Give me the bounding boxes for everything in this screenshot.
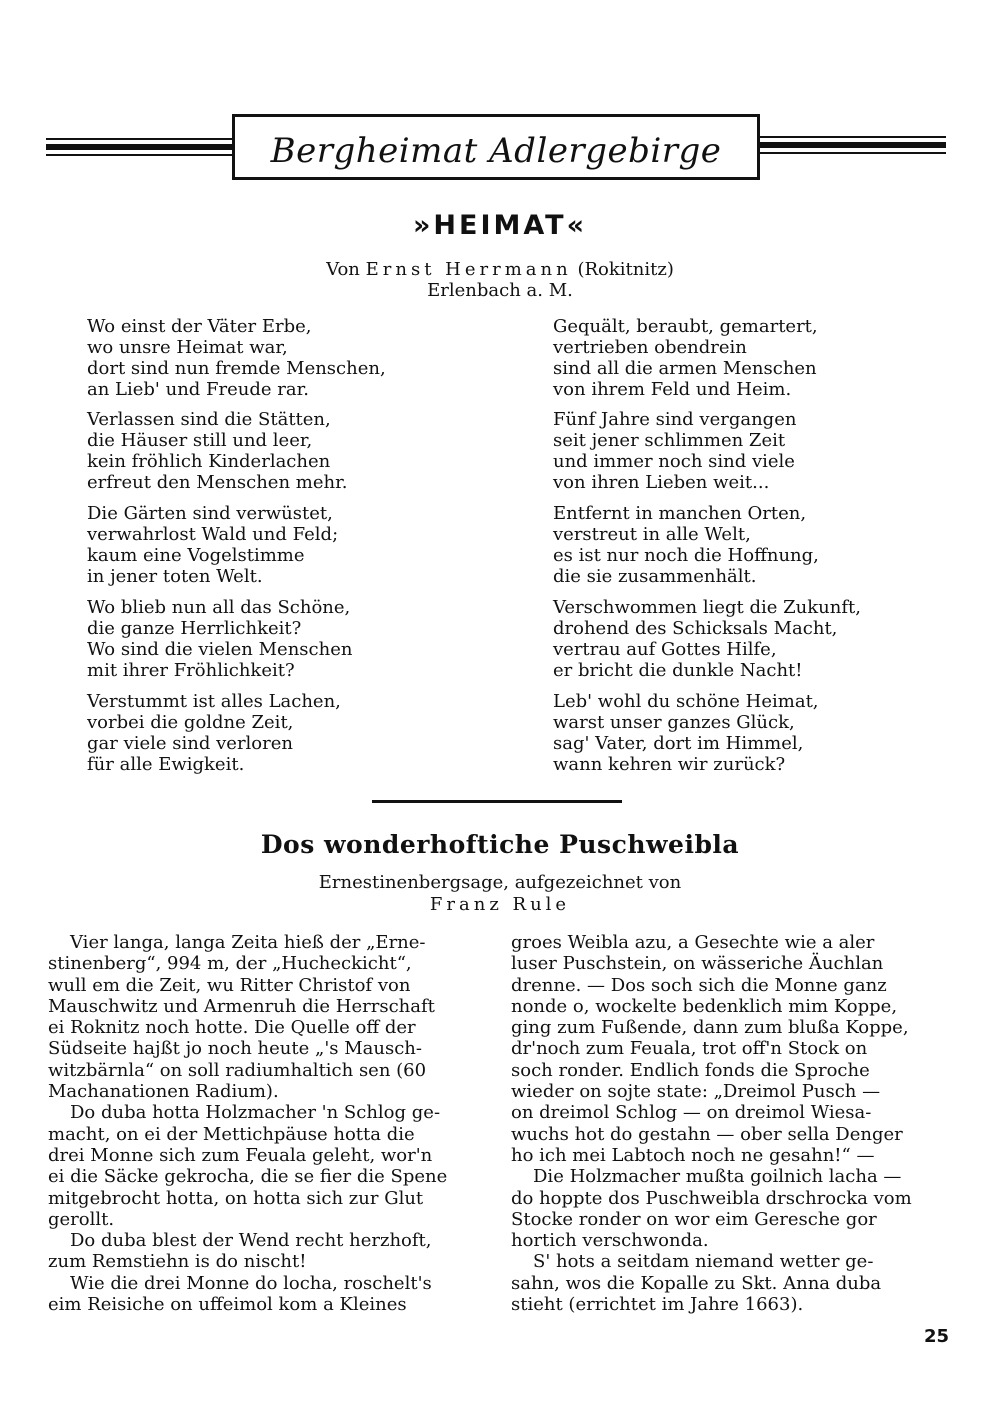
prose-line: dr'noch zum Feuala, trot off'n Stock on: [511, 1038, 868, 1060]
prose-line: Machanationen Radium).: [48, 1081, 279, 1103]
prose-line: ho ich mei Labtoch noch ne gesahn!“ —: [511, 1144, 875, 1166]
prose-line: drei Monne sich zum Feuala geleht, wor'n: [48, 1144, 433, 1166]
verse-line: von ihren Lieben weit...: [553, 472, 770, 493]
poem-title: »HEIMAT«: [412, 210, 588, 241]
poem-stanza-left-5: [87, 691, 341, 775]
poem-stanza-right-2: [553, 409, 796, 493]
page-number: 25: [924, 1326, 950, 1347]
prose-line: groes Weibla azu, a Gesechte wie a aler: [511, 932, 875, 953]
prose-line: Die Holzmacher mußta goilnich lacha —: [533, 1166, 902, 1188]
verse-line: die ganze Herrlichkeit?: [87, 618, 302, 639]
prose-line: macht, on ei der Mettichpäuse hotta die: [48, 1123, 415, 1145]
verse-line: Verlassen sind die Stätten,: [87, 409, 331, 430]
verse-line: wo unsre Heimat war,: [87, 337, 288, 358]
prose-line: ging zum Fußende, dann zum blußa Koppe,: [511, 1017, 909, 1039]
prose-line: Südseite hajßt jo noch heute „'s Mausch-: [48, 1038, 422, 1060]
verse-line: mit ihrer Fröhlichkeit?: [87, 660, 295, 681]
prose-line: luser Puschstein, on wässeriche Äuchlan: [511, 953, 884, 975]
verse-line: die sie zusammenhält.: [553, 566, 757, 587]
prose-line: Do duba blest der Wend recht herzhoft,: [70, 1230, 432, 1252]
story-column-right: [511, 932, 951, 1315]
prose-line: stinenberg“, 994 m, der „Hucheckicht“,: [48, 953, 412, 975]
prose-line: Mauschwitz und Armenruh die Herrschaft: [48, 995, 435, 1017]
story-title: Dos wonderhoftiche Puschweibla: [260, 830, 740, 859]
verse-line: an Lieb' und Freude rar.: [87, 379, 309, 400]
verse-line: Gequält, beraubt, gemartert,: [553, 316, 818, 337]
poem-stanza-left-4: [87, 597, 352, 681]
banner-title: Bergheimat Adlergebirge: [270, 131, 722, 171]
verse-line: Fünf Jahre sind vergangen: [553, 409, 797, 430]
verse-line: sag' Vater, dort im Himmel,: [553, 733, 804, 754]
verse-line: verstreut in alle Welt,: [553, 524, 751, 545]
prose-line: Stocke ronder on wor eim Geresche gor: [511, 1208, 877, 1230]
story-paragraph: [511, 1251, 951, 1272]
verse-line: dort sind nun fremde Menschen,: [87, 358, 386, 379]
verse-line: Verschwommen liegt die Zukunft,: [553, 597, 861, 618]
prose-line: ei Roknitz noch hotte. Die Quelle off der: [48, 1017, 416, 1039]
verse-line: kein fröhlich Kinderlachen: [87, 451, 331, 472]
banner-rule-left: [46, 138, 234, 168]
verse-line: Entfernt in manchen Orten,: [553, 503, 807, 524]
verse-line: sind all die armen Menschen: [553, 358, 817, 379]
verse-line: Die Gärten sind verwüstet,: [87, 503, 333, 524]
prose-line: sahn, wos die Kopalle zu Skt. Anna duba: [511, 1272, 882, 1294]
prose-line: gerollt.: [48, 1208, 115, 1230]
prose-line: ei die Säcke gekrocha, die se fier die Spene: [48, 1166, 448, 1188]
verse-line: vorbei die goldne Zeit,: [87, 712, 294, 733]
prose-line: on dreimol Schlog — on dreimol Wiesa-: [511, 1102, 872, 1124]
prose-line: soch ronder. Endlich fonds die Sproche: [511, 1059, 870, 1081]
verse-line: die Häuser still und leer,: [87, 430, 313, 451]
prose-line: wuchs hot do gestahn — ober sella Denger: [511, 1123, 903, 1145]
story-paragraph: [48, 932, 482, 953]
prose-line: eim Reisiche on uffeimol kom a Kleines: [48, 1294, 407, 1316]
story-paragraph: [48, 1230, 482, 1251]
poem-stanza-right-4: [553, 597, 861, 681]
poem-stanza-left-1: [87, 316, 386, 400]
verse-line: seit jener schlimmen Zeit: [553, 430, 786, 451]
poem-location: Erlenbach a. M.: [427, 280, 573, 301]
banner-box: [232, 114, 760, 180]
poem-stanza-left-2: [87, 409, 347, 493]
poem-author-origin: (Rokitnitz): [577, 259, 674, 280]
story-paragraph-cont: [48, 1294, 482, 1315]
verse-line: vertrau auf Gottes Hilfe,: [553, 639, 777, 660]
story-paragraph-cont: [511, 932, 951, 1166]
verse-line: Wo sind die vielen Menschen: [87, 639, 353, 660]
verse-line: drohend des Schicksals Macht,: [553, 618, 838, 639]
story-subtitle: Ernestinenbergsage, aufgezeichnet von: [318, 872, 682, 893]
verse-line: Leb' wohl du schöne Heimat,: [553, 691, 819, 712]
verse-line: verwahrlost Wald und Feld;: [87, 524, 339, 545]
story-paragraph-cont: [48, 1124, 482, 1230]
prose-line: Vier langa, langa Zeita hieß der „Erne-: [70, 932, 426, 953]
verse-line: in jener toten Welt.: [87, 566, 263, 587]
prose-line: witzbärnla“ on soll radiumhaltich sen (60: [48, 1059, 427, 1081]
prose-line: Wie die drei Monne do locha, roschelt's: [70, 1272, 432, 1294]
byline-prefix: Von: [326, 259, 360, 280]
story-paragraph: [48, 1273, 482, 1294]
story-author: Franz Rule: [429, 894, 571, 915]
verse-line: kaum eine Vogelstimme: [87, 545, 305, 566]
verse-line: Wo einst der Väter Erbe,: [87, 316, 312, 337]
story-paragraph: [511, 1166, 951, 1187]
verse-line: warst unser ganzes Glück,: [553, 712, 795, 733]
poem-author: Ernst Herrmann: [365, 259, 572, 280]
prose-line: mitgebrocht hotta, on hotta sich zur Glut: [48, 1187, 424, 1209]
story-paragraph-cont: [48, 953, 482, 1102]
poem-byline: [0, 259, 1000, 280]
verse-line: erfreut den Menschen mehr.: [87, 472, 348, 493]
poem-stanza-right-5: [553, 691, 819, 775]
story-paragraph-cont: [511, 1188, 951, 1252]
verse-line: von ihrem Feld und Heim.: [553, 379, 792, 400]
prose-line: stieht (errichtet im Jahre 1663).: [511, 1294, 804, 1316]
verse-line: und immer noch sind viele: [553, 451, 795, 472]
prose-line: zum Remstiehn is do nischt!: [48, 1251, 307, 1273]
verse-line: es ist nur noch die Hoffnung,: [553, 545, 819, 566]
prose-line: Do duba hotta Holzmacher 'n Schlog ge-: [70, 1102, 441, 1124]
verse-line: vertrieben obendrein: [553, 337, 747, 358]
story-paragraph-cont: [511, 1273, 951, 1316]
verse-line: für alle Ewigkeit.: [87, 754, 245, 775]
prose-line: S' hots a seitdam niemand wetter ge-: [533, 1251, 874, 1273]
story-paragraph: [48, 1102, 482, 1123]
section-divider: [372, 800, 622, 803]
verse-line: gar viele sind verloren: [87, 733, 293, 754]
poem-stanza-left-3: [87, 503, 338, 587]
prose-line: hortich verschwonda.: [511, 1230, 709, 1252]
prose-line: wieder on sojte state: „Dreimol Pusch —: [511, 1081, 881, 1103]
banner-rule-right: [758, 136, 946, 166]
verse-line: Verstummt ist alles Lachen,: [87, 691, 341, 712]
poem-stanza-right-3: [553, 503, 819, 587]
verse-line: er bricht die dunkle Nacht!: [553, 660, 803, 681]
prose-line: do hoppte dos Puschweibla drschrocka vom: [511, 1187, 912, 1209]
verse-line: wann kehren wir zurück?: [553, 754, 786, 775]
prose-line: drenne. — Dos soch sich die Monne ganz: [511, 974, 887, 996]
story-paragraph-cont: [48, 1251, 482, 1272]
verse-line: Wo blieb nun all das Schöne,: [87, 597, 351, 618]
story-column-left: [48, 932, 482, 1315]
prose-line: nonde o, wockelte bedenklich mim Koppe,: [511, 995, 898, 1017]
prose-line: wull em die Zeit, wu Ritter Christof von: [48, 974, 411, 996]
poem-stanza-right-1: [553, 316, 818, 400]
